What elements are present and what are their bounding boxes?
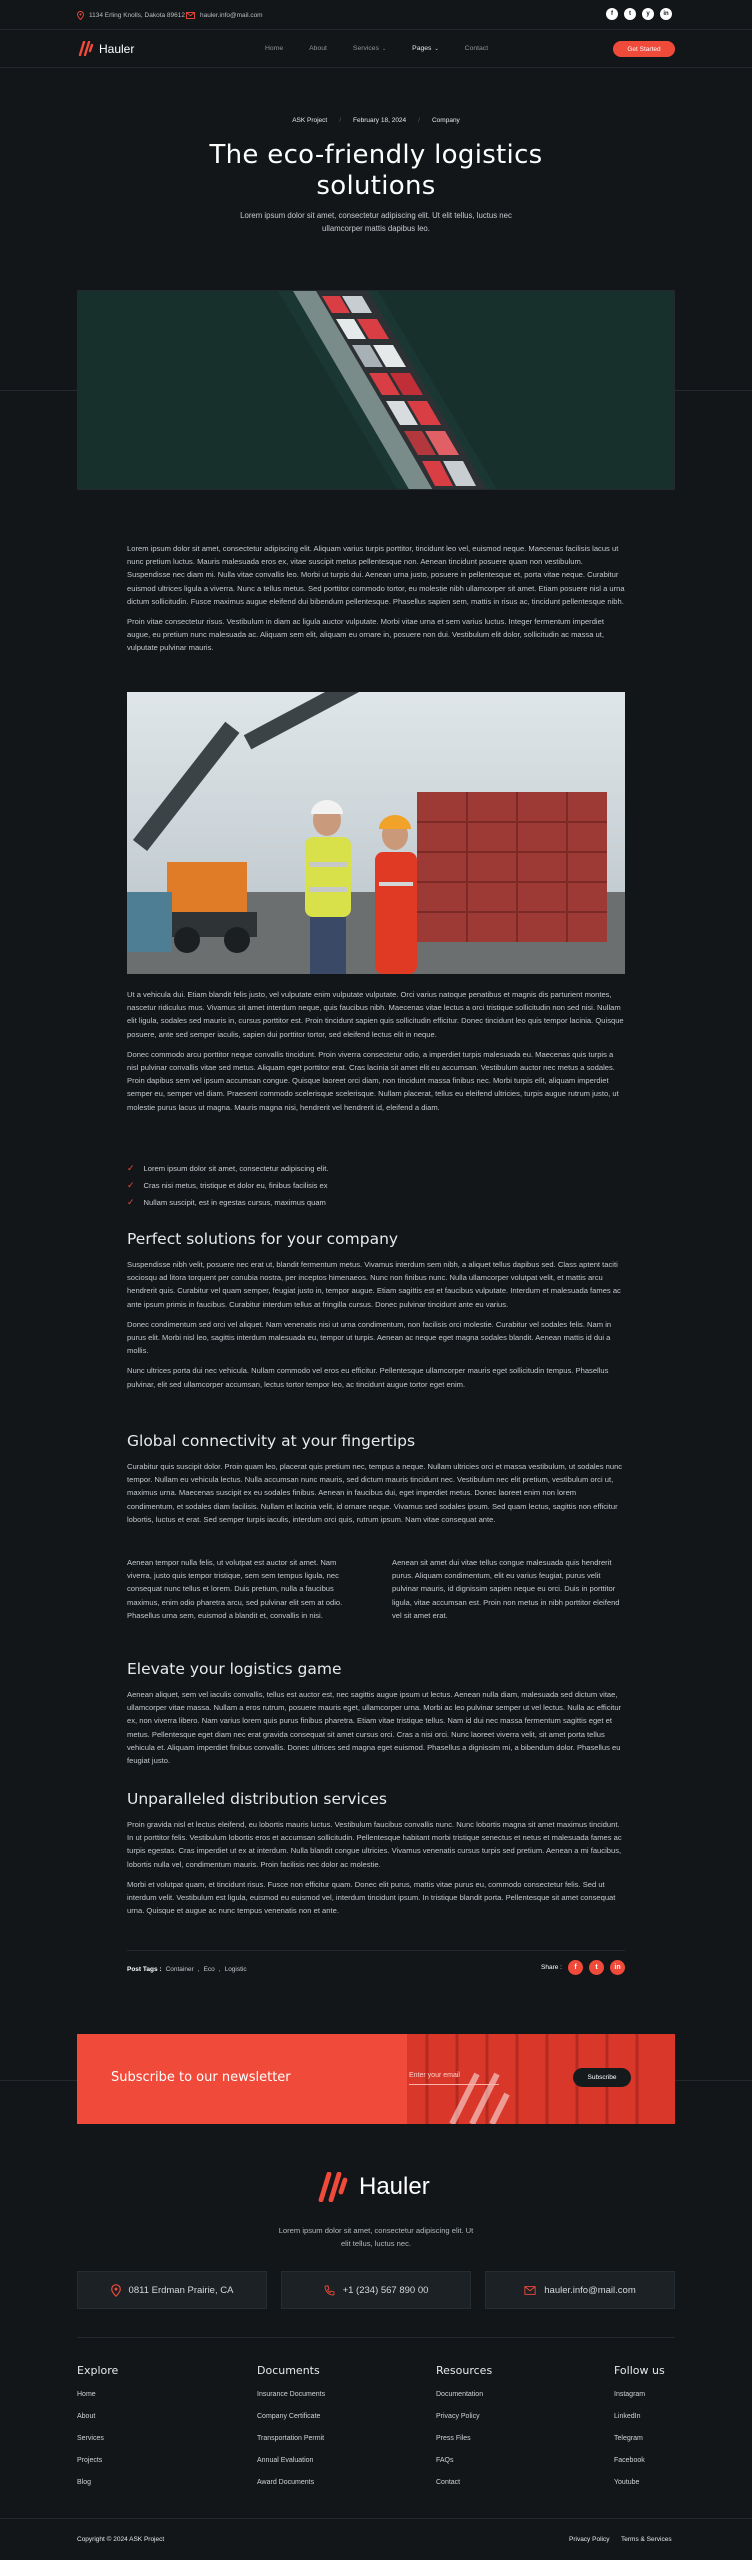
cargo-ship-aerial-image [78,291,675,490]
nav-pages[interactable] [412,45,438,52]
tag-separator: , [197,1966,200,1973]
footer-link[interactable]: Facebook [614,2457,645,2464]
article-paragraph: Ut a vehicula dui. Etiam blandit felis justo, vel vulputate enim vulputate vulputate. Orci varius natoque penatibus et magnis dis parturient montes, nascetur ridiculus mus. Vivamus sit amet interdum neque, quis faucibus nibh. Maecenas vitae lectus a orci tristique sollicitudin non sed nisi. Nullam elit ligula, sodales sed mauris in, cursus porttitor est. Proin tincidunt sapien quis sollicitudin efficitur. Donec tincidunt leo quis tempor lacinia. Quisque posuere, ante sed semper iaculis, sapien dui porttitor tortor, sed eleifend lectus elit in neque. [127,990,624,1039]
tag-link[interactable]: Logistic [224,1966,247,1973]
section-heading: Global connectivity at your fingertips [127,1432,416,1450]
address-info [77,10,185,20]
nav-services-label: Services [352,45,379,52]
map-pin-icon [77,11,84,20]
hauler-logo-icon [77,41,95,56]
footer-link[interactable]: About [77,2413,96,2420]
check-icon: ✓ [127,1197,135,1207]
meta-divider: / [339,117,342,124]
check-icon: ✓ [127,1163,135,1173]
section-heading: Elevate your logistics game [127,1660,342,1678]
article-section-6 [127,1818,625,1924]
brand-logo[interactable] [77,41,134,56]
footer-link[interactable]: Insurance Documents [257,2391,326,2398]
nav-links [265,45,488,52]
footer-link[interactable]: Services [77,2435,104,2442]
article-paragraph: Nunc ultrices porta dui nec vehicula. Nullam commodo vel eros eu efficitur. Pellentesque ullamcorper mauris eget sollicitudin tempus. Phasellus pulvinar, elit sed ullamcorper accumsan, lectus tortor tempor leo, ac tincidunt augue tortor eget enim. [127,1366,609,1389]
hero-image [77,290,675,490]
article-section-2 [127,988,625,1121]
article-paragraph: Morbi et volutpat quam, et tincidunt risus. Fusce non efficitur quam. Donec elit purus, mattis vitae purus eu, commodo consectetur felis. Sed ut interdum velit. Vestibulum est ligula, euismod eu euismod vel, interdum tincidunt ipsum. In tristique blandit porta. Pellentesque sit amet consequat urna. Quisque et augue ac nunc tempus venenatis non et ante. [127,1879,616,1916]
footer-column-title: Documents [257,2364,320,2377]
youtube-icon[interactable]: y [642,8,654,20]
footer-link[interactable]: Transportation Permit [257,2435,325,2442]
share-facebook-icon[interactable]: f [568,1960,583,1975]
chevron-down-icon: ⌄ [381,45,387,52]
check-item-text: Nullam suscipit, est in egestas cursus, maximus quam [143,1198,326,1207]
footer-link[interactable]: Youtube [614,2479,640,2486]
footer-link[interactable]: Privacy Policy [436,2413,480,2420]
article-paragraph: Donec commodo arcu porttitor neque convallis tincidunt. Proin viverra consectetur odio, a imperdiet turpis malesuada eu. Maecenas quis turpis a nisl pulvinar convallis vitae sed metus. Aliquam eget porttitor erat. Cras lacinia sit amet elit eu accumsan. Vestibulum auctor nec metus a sodales. Proin dapibus sem vel ipsum accumsan congue. Quisque laoreet orci diam, non tincidunt massa finibus nec. Morbi turpis elit, aliquam imperdiet semper eu, semper vel diam. Praesent commodo scelerisque scelerisque. Nullam placerat, tellus eu eleifend ultricies, turpis augue rutrum justo, ut molestie purus lacus ut magna. Mauris magna nisi, hendrerit vel hendrerit id, eleifend a diam. [127,1049,619,1112]
footer-tagline: Lorem ipsum dolor sit amet, consectetur adipiscing elit. Ut elit tellus, luctus nec. [278,2226,474,2248]
newsletter-banner [77,2034,675,2124]
check-item-text: Lorem ipsum dolor sit amet, consectetur adipiscing elit. [143,1164,329,1173]
divider-line [77,2337,675,2338]
footer-link[interactable]: Telegram [614,2435,643,2442]
footer-phone-card[interactable] [281,2271,471,2309]
article-paragraph: Aenean aliquet, sem vel iaculis convallis, tellus est auctor est, nec sagittis augue ipsum ut lectus. Aenean nulla diam, malesuada sed dictum vitae, ullamcorper vitae massa. Nullam a eros rutrum, posuere mauris eget, ullamcorper urna. Morbi ac leo pulvinar semper ut vel lectus. Nulla ac efficitur ex, non viverra libero. Nam varius lorem quis purus finibus pharetra. Etiam vitae tristique tellus. Nam id dui nec massa fermentum sagittis eget et metus. Pellentesque eget diam nec erat gravida consequat sit amet cursus orci. Cras a nisi orci. Nunc laoreet viverra velit, sit amet porta tellus vehicula et. Aliquam imperdiet finibus convallis. Donec ultrices sed magna eget euismod. Phasellus a dignissim mi, a bibendum dolor. Phasellus eu feugiat justo. [127,1690,622,1766]
footer-column-title: Explore [77,2364,119,2377]
email-text[interactable]: hauler.info@mail.com [200,11,263,19]
copyright-text: Copyright © 2024 ASK Project [77,2536,165,2543]
footer-email-text: hauler.info@mail.com [544,2284,636,2296]
footer-column-documents [257,2364,325,2501]
article-section-3 [127,1258,625,1398]
article-column-left: Aenean tempor nulla felis, ut volutpat est auctor sit amet. Nam viverra, justo quis tempor tristique, sem sem tempus ligula, nec consequat nunc tellus et lorem. Duis pretium, nulla a faucibus maximus, enim odio pharetra arcu, sed pulvinar elit sem at odio. Phasellus urna sem, euismod a blandit et, convallis in nisi. [127,1558,343,1620]
nav-about[interactable]: About [309,45,327,52]
newsletter-email-input[interactable]: Enter your email [409,2069,499,2085]
footer-link[interactable]: Blog [77,2479,92,2486]
map-pin-icon [111,2284,121,2297]
check-icon: ✓ [127,1180,135,1190]
twitter-icon[interactable]: t [624,8,636,20]
meta-divider: / [418,117,420,124]
footer-column-explore [77,2364,118,2501]
footer-link[interactable]: Contact [436,2479,461,2486]
newsletter-title: Subscribe to our newsletter [111,2070,291,2085]
post-date: February 18, 2024 [353,117,407,124]
divider-line [0,2518,752,2519]
subscribe-button[interactable]: Subscribe [573,2068,631,2087]
article-paragraph: Proin vitae consectetur risus. Vestibulum in diam ac ligula auctor vulputate. Morbi vitae urna et sem varius luctus. Integer fermentum imperdiet augue, eu pretium nunc malesuada ac. Aliquam sem elit, aliquam eu ornare in, posuere non dui. Vestibulum elit dolor, sollicitudin ac massa ut, vulputate pulvinar mauris. [127,617,604,653]
footer-address-text: 0811 Erdman Prairie, CA [128,2284,234,2296]
terms-link[interactable]: Terms & Services [621,2536,672,2543]
facebook-icon[interactable]: f [606,8,618,20]
post-meta [0,117,752,124]
footer-link[interactable]: Award Documents [257,2479,315,2486]
mail-icon [186,12,195,19]
workers-container-yard-image [127,692,625,974]
footer-brand-name: Hauler [359,2173,430,2200]
post-title: The eco-friendly logistics solutions [209,140,543,201]
footer-link[interactable]: Home [77,2391,96,2398]
address-text: 1134 Erling Knolls, Dakota 89612 [89,11,185,19]
footer-link[interactable]: Documentation [436,2391,484,2398]
check-list-item [127,1160,427,1177]
article-photo [127,692,625,974]
linkedin-icon[interactable]: in [660,8,672,20]
divider-line [127,1950,625,1951]
article-paragraph: Proin gravida nisl et lectus eleifend, eu lobortis mauris luctus. Vestibulum faucibus convallis nunc. Nunc lobortis magna sit amet maximus tincidunt. In ut porttitor felis. Vestibulum lobortis eros et accumsan sollicitudin. Pellentesque habitant morbi tristique senectus et netus et malesuada fames ac turpis egestas. Cras imperdiet ut ex at interdum. Nulla blandit congue ultricies. Vivamus venenatis cursus turpis sed pretium. Aenean a mi faucibus, lobortis nulla vel, condimentum mauris. Proin facilisis nec dolor ac molestie. [127,1820,622,1869]
article-paragraph: Lorem ipsum dolor sit amet, consectetur adipiscing elit. Aliquam varius turpis porttitor, tincidunt leo vel, euismod neque. Maecenas facilisis lacus ut nunc pretium luctus. Mauris malesuada eros ex, vitae suscipit metus pellentesque non. Aenean tincidunt posuere quam non vestibulum. Suspendisse nec diam mi. Nulla vitae convallis leo. Morbi ut turpis dui. Aenean urna justo, posuere in pellentesque et, porta vitae neque. Curabitur euismod ultrices ligula a viverra. Nunc a tellus metus. Sed porttitor commodo tortor, eu molestie nibh ullamcorper sit amet. Etiam posuere nisl a urna dictum sollicitudin. Fusce maximus augue eleifend dui bibendum pellentesque. Phasellus sapien sem, mattis in risus ac, tincidunt pellentesque nibh. [127,544,625,606]
privacy-policy-link[interactable]: Privacy Policy [569,2536,610,2543]
footer-column-title: Resources [436,2364,493,2377]
footer-link[interactable]: Instagram [614,2391,646,2398]
mail-icon [524,2286,536,2295]
footer-link[interactable]: Annual Evaluation [257,2457,314,2464]
tag-link[interactable]: Eco [203,1966,215,1973]
footer-link[interactable]: FAQs [436,2457,454,2464]
article-section-5 [127,1688,625,1774]
chevron-down-icon: ⌄ [434,45,439,52]
check-list [127,1160,427,1211]
footer-column-resources [436,2364,492,2501]
footer-address-card [77,2271,267,2309]
main-nav [0,30,752,68]
tag-link[interactable]: Container [165,1966,194,1973]
share-twitter-icon[interactable]: t [589,1960,604,1975]
check-list-item [127,1194,427,1211]
footer-column-title: Follow us [614,2364,665,2377]
footer-link[interactable]: Company Certificate [257,2413,321,2420]
footer-phone-text: +1 (234) 567 890 00 [342,2284,429,2296]
share-links [541,1960,625,1975]
article-paragraph: Curabitur quis suscipit dolor. Proin quam leo, placerat quis pretium nec, tempus a neque. Nullam ultricies orci et massa vestibulum, ut sodales nunc tempor. Nullam eu vehicula lectus. Nulla accumsan nunc mauris, sed dictum mauris tincidunt nec. Vestibulum nec elit pretium, vestibulum orci ut, maximus urna. Maecenas suscipit ex eu sodales finibus. Aenean in faucibus dui, eget imperdiet metus. Donec laoreet enim non lorem condimentum, et sodales diam facilisis. Nullam et lacinia velit, id ornare neque. Vivamus sed sodales ipsum. Sed quam lectus, sagittis non efficitur lobortis, luctus et erat. Sed semper turpis iaculis, interdum orci quis, rutrum ipsum. Nam vitae consequat ante. [127,1462,623,1524]
post-tags [127,1966,247,1973]
article-section-4 [127,1460,625,1533]
post-lead: Lorem ipsum dolor sit amet, consectetur adipiscing elit. Ut elit tellus, luctus nec ullamcorper mattis dapibus leo. [240,211,512,233]
section-heading: Perfect solutions for your company [127,1230,399,1248]
post-author[interactable]: ASK Project [292,117,328,124]
footer-column-follow-us [614,2364,665,2501]
section-heading: Unparalleled distribution services [127,1790,387,1808]
footer-email-card[interactable] [485,2271,675,2309]
phone-icon [324,2285,335,2296]
footer-logo[interactable] [315,2172,430,2202]
article-paragraph: Donec condimentum sed orci vel aliquet. Nam venenatis nisi ut urna condimentum, non facilisis orci molestie. Curabitur vel sodales felis. Nam in purus elit. Morbi nisl leo, sagittis interdum malesuada eu, tempor ut turpis. Aenean ac neque eget magna sodales blandit. Aenean mattis id dui a mollis. [127,1319,612,1356]
share-linkedin-icon[interactable]: in [610,1960,625,1975]
footer-link[interactable]: Projects [77,2457,103,2464]
article-column-right: Aenean sit amet dui vitae tellus congue malesuada quis hendrerit purus. Aliquam condimentum, elit eu varius feugiat, purus velit pulvinar mauris, id dignissim sapien neque eu orci. Duis in porttitor ligula, vitae accumsan est. Proin non metus in nibh porttitor eleifend vel sit amet erat. [392,1558,620,1620]
post-category[interactable]: Company [431,117,460,124]
get-started-button[interactable]: Get Started [613,41,675,57]
check-item-text: Cras nisi metus, tristique et dolor eu, finibus facilisis ex [143,1181,328,1190]
nav-home[interactable]: Home [265,45,284,52]
nav-contact[interactable]: Contact [464,45,489,52]
share-label: Share : [541,1964,562,1971]
nav-services[interactable] [353,45,386,52]
footer-link[interactable]: Press Files [436,2435,471,2442]
hauler-logo-icon [315,2172,351,2202]
brand-name: Hauler [99,41,135,56]
email-info[interactable] [186,10,263,20]
top-bar [0,0,752,30]
social-links [606,8,672,20]
post-tags-label: Post Tags : [127,1966,162,1973]
article-paragraph: Suspendisse nibh velit, posuere nec erat ut, blandit fermentum metus. Vivamus interdum sem nibh, a aliquet tellus dapibus sed. Class aptent taciti sociosqu ad litora torquent per conubia nostra, per inceptos himenaeos. Nunc non finibus nunc. Nulla ullamcorper volutpat velit, et mattis arcu hendrerit quis. Curabitur vel quam semper, feugiat justo in, tempor augue. Etiam sagittis est et faucibus vulputate. Interdum et malesuada fames ac ante ipsum primis in faucibus. Curabitur interdum tellus at fringilla cursus. Donec pulvinar tincidunt ante eu varius. [127,1260,621,1309]
article-intro [127,542,625,662]
nav-pages-label: Pages [412,45,432,52]
check-list-item [127,1177,427,1194]
footer-link[interactable]: LinkedIn [614,2413,641,2420]
tag-separator: , [218,1966,221,1973]
